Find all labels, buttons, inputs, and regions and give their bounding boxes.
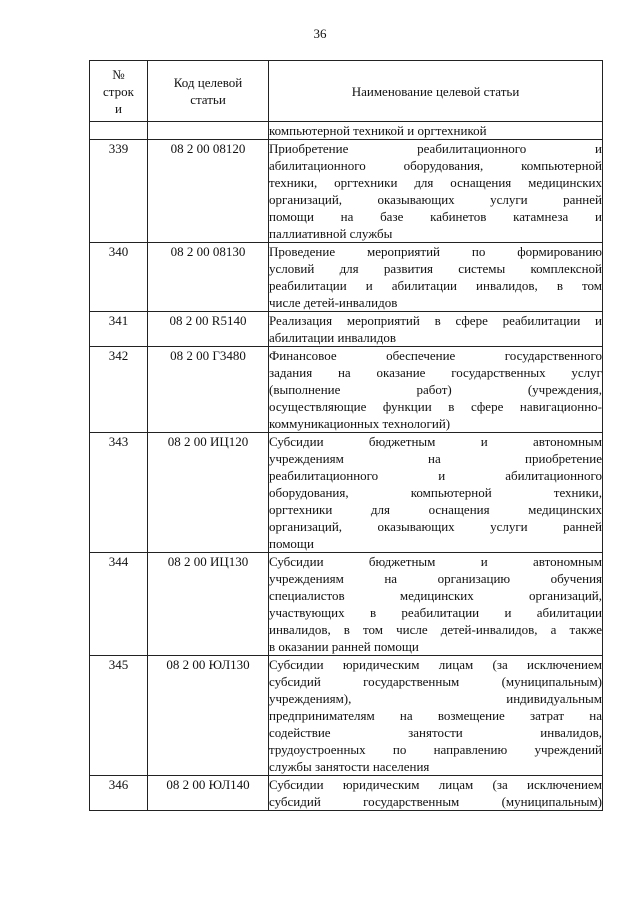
row-code-cell: 08 2 00 ЮЛ130 — [148, 656, 269, 776]
header-row-number-line: строк — [103, 83, 134, 99]
row-name-line: организаций, оказывающих услуги ранней — [269, 192, 602, 207]
row-number-cell: 342 — [90, 347, 148, 433]
row-name-cell — [269, 347, 603, 433]
row-name-cell — [269, 776, 603, 811]
row-name-line: Субсидии бюджетным и автономным — [269, 434, 602, 449]
table-row-continuation — [90, 122, 603, 140]
row-name-line: осуществляющие функции в сфере навигационно- — [269, 399, 602, 414]
table-row — [90, 656, 603, 776]
row-code-cell: 08 2 00 Г3480 — [148, 347, 269, 433]
table-row — [90, 140, 603, 243]
row-name-cell — [269, 243, 603, 312]
row-code-cell: 08 2 00 08130 — [148, 243, 269, 312]
row-name-line: условий для развития системы комплексной — [269, 261, 602, 276]
row-name-line: числе детей-инвалидов — [269, 295, 398, 310]
row-name-line: Приобретение реабилитационного и — [269, 141, 602, 156]
row-name-line: Субсидии бюджетным и автономным — [269, 554, 602, 569]
row-name-line: паллиативной службы — [269, 226, 393, 241]
table-row — [90, 433, 603, 553]
row-name-line: техники, оргтехники для оснащения медицинских — [269, 175, 602, 190]
table-row — [90, 776, 603, 811]
row-name-line: в оказании ранней помощи — [269, 639, 419, 654]
table-header-row — [90, 61, 603, 122]
row-name-line: организаций, оказывающих услуги ранней — [269, 519, 602, 534]
row-name-line: Проведение мероприятий по формированию — [269, 244, 602, 259]
row-code-cell: 08 2 00 ИЦ120 — [148, 433, 269, 553]
row-number-cell: 346 — [90, 776, 148, 811]
row-name-line: субсидий государственным (муниципальным) — [269, 794, 602, 809]
header-target-name: Наименование целевой статьи — [269, 61, 603, 122]
row-number-cell: 341 — [90, 312, 148, 347]
row-name-line: службы занятости населения — [269, 759, 430, 774]
row-name-line: оргтехники для оснащения медицинских — [269, 502, 602, 517]
row-code-cell: 08 2 00 08120 — [148, 140, 269, 243]
header-target-code-line: Код целевой — [173, 75, 243, 90]
header-target-code — [148, 61, 269, 122]
row-code-cell — [148, 122, 269, 140]
row-code-cell: 08 2 00 ИЦ130 — [148, 553, 269, 656]
row-name-line: субсидий государственным (муниципальным) — [269, 674, 602, 689]
row-name-cell — [269, 140, 603, 243]
row-name-cell — [269, 656, 603, 776]
row-name-line: инвалидов, в том числе детей-инвалидов, а также — [269, 622, 602, 637]
row-code-cell: 08 2 00 ЮЛ140 — [148, 776, 269, 811]
row-name-line: участвующих в реабилитации и абилитации — [269, 605, 602, 620]
table-row — [90, 243, 603, 312]
row-name-line: учреждениям), индивидуальным — [269, 691, 602, 706]
row-name-line: помощи на базе кабинетов катамнеза и — [269, 209, 602, 224]
row-number-cell: 344 — [90, 553, 148, 656]
row-name-line: оборудования, компьютерной техники, — [269, 485, 602, 500]
row-name-line: Реализация мероприятий в сфере реабилитации и — [269, 313, 602, 328]
page-number: 36 — [313, 26, 327, 41]
row-name-cell — [269, 553, 603, 656]
row-name-line: абилитации инвалидов — [269, 330, 396, 345]
row-name-cell — [269, 433, 603, 553]
row-name-line: реабилитации и абилитации инвалидов, в том — [269, 278, 602, 293]
header-target-code-line: статьи — [190, 92, 226, 107]
row-number-cell: 339 — [90, 140, 148, 243]
row-name-line: трудоустроенных по направлению учреждений — [269, 742, 602, 757]
table-row — [90, 553, 603, 656]
row-name-cell — [269, 122, 603, 140]
row-name-line: Субсидии юридическим лицам (за исключением — [269, 657, 602, 672]
header-row-number-line: и — [115, 100, 122, 116]
table-row — [90, 312, 603, 347]
row-name-line: абилитационного оборудования, компьютерной — [269, 158, 602, 173]
row-name-line: помощи — [269, 536, 314, 551]
row-name-line: Субсидии юридическим лицам (за исключением — [269, 777, 602, 792]
row-name-line: компьютерной техникой и оргтехникой — [269, 123, 487, 138]
header-row-number-line: № — [112, 66, 125, 82]
row-number-cell: 345 — [90, 656, 148, 776]
row-name-cell — [269, 312, 603, 347]
row-number-cell: 343 — [90, 433, 148, 553]
row-name-line: Финансовое обеспечение государственного — [269, 348, 602, 363]
row-number-cell: 340 — [90, 243, 148, 312]
row-name-line: содействие занятости инвалидов, — [269, 725, 602, 740]
row-name-line: предпринимателям на возмещение затрат на — [269, 708, 602, 723]
row-name-line: реабилитационного и абилитационного — [269, 468, 602, 483]
row-code-cell: 08 2 00 R5140 — [148, 312, 269, 347]
row-name-line: учреждениям на приобретение — [269, 451, 602, 466]
row-name-line: специалистов медицинских организаций, — [269, 588, 602, 603]
header-row-number — [90, 61, 148, 122]
row-name-line: (выполнение работ) (учреждения, — [269, 382, 602, 397]
row-number-cell — [90, 122, 148, 140]
table-row — [90, 347, 603, 433]
row-name-line: задания на оказание государственных услуг — [269, 365, 602, 380]
row-name-line: учреждениям на организацию обучения — [269, 571, 602, 586]
budget-classification-table — [89, 60, 603, 811]
row-name-line: коммуникационных технологий) — [269, 416, 451, 431]
